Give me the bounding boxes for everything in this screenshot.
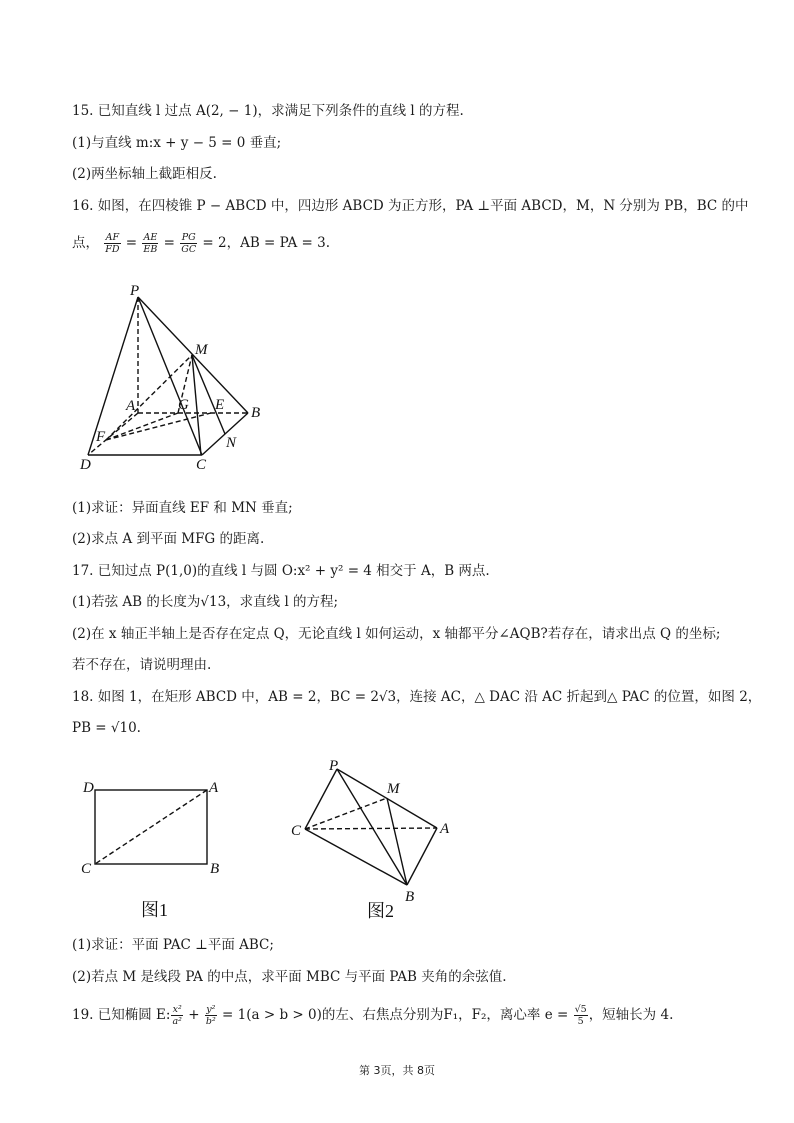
q18-part1: (1)求证：平面 PAC ⊥平面 ABC;: [72, 937, 274, 953]
q15-part1: (1)与直线 m:x + y − 5 = 0 垂直;: [72, 135, 282, 151]
q15-title: 15. 已知直线 l 过点 A(2, − 1)，求满足下列条件的直线 l 的方程.: [72, 103, 464, 119]
q17-title: 17. 已知过点 P(1,0)的直线 l 与圆 O:x² + y² = 4 相交于 A，B 两点.: [72, 563, 490, 579]
page-number: 第 3页，共 8页: [359, 1064, 435, 1077]
q16-line1: 16. 如图，在四棱锥 P − ABCD 中，四边形 ABCD 为正方形，PA ⊥平面 ABCD，M，N 分别为 PB，BC 的中: [72, 198, 749, 214]
q15-part2: (2)两坐标轴上截距相反.: [72, 166, 217, 182]
eccentricity-fraction: [574, 1004, 588, 1027]
rectangle-figure: [75, 770, 235, 930]
diagonal-ac: [95, 790, 207, 864]
ratio-ae-den: EB: [143, 244, 158, 255]
eccentricity-den: 5: [577, 1016, 584, 1027]
ratio-pg-den: GC: [181, 244, 197, 255]
q19-prefix: 19. 已知椭圆 E:: [72, 1007, 171, 1023]
segment-cm: [305, 798, 387, 829]
q17-part1: (1)若弦 AB 的长度为√13，求直线 l 的方程;: [72, 594, 339, 610]
label-p: P: [130, 283, 140, 299]
edge-ab: [407, 828, 437, 885]
label-a: A: [126, 398, 136, 414]
fig2-label-b: B: [405, 889, 415, 905]
fig2-label-p: P: [329, 758, 339, 774]
fig2-label-m: M: [387, 781, 400, 797]
segment-mb: [387, 798, 407, 885]
y-term-num: y²: [206, 1004, 216, 1015]
tetrahedron-figure: [285, 755, 465, 930]
y-term-den: b²: [205, 1016, 216, 1027]
edge-cb: [305, 829, 407, 885]
label-d: D: [80, 457, 91, 473]
label-f: F: [96, 429, 106, 445]
fig1-label-a: A: [209, 780, 219, 796]
x-term-den: a²: [172, 1016, 182, 1027]
label-b: B: [251, 405, 261, 421]
eccentricity-num: √5: [574, 1004, 587, 1015]
label-n: N: [226, 435, 237, 451]
fig1-label-d: D: [83, 780, 94, 796]
ratio-pg-gc: [180, 232, 197, 255]
q19-middle: = 1(a > b > 0)的左、右焦点分别为F₁，F₂，离心率 e =: [222, 1007, 569, 1023]
fig1-label-c: C: [81, 861, 92, 877]
label-m: M: [195, 342, 208, 358]
fig2-label-c: C: [291, 823, 302, 839]
ratio-ae-eb: [142, 232, 158, 255]
ratio-af-den: FD: [105, 244, 120, 255]
q18-line1: 18. 如图 1，在矩形 ABCD 中，AB = 2，BC = 2√3，连接 AC，△ DAC 沿 AC 折起到△ PAC 的位置，如图 2，: [72, 689, 762, 705]
q16-line2-prefix: 点，: [72, 235, 99, 251]
edge-pc: [305, 769, 337, 829]
edge-pb: [138, 297, 248, 413]
q18-line2: PB = √10.: [72, 720, 141, 736]
ellipse-y-term: [205, 1004, 217, 1027]
segment-mn: [192, 355, 225, 434]
q17-part2b: 若不存在，请说明理由.: [72, 657, 212, 673]
label-e: E: [215, 397, 225, 413]
q16-line2: 点， $\frac{AF}{FD}$ = $\frac{AE}{EB}$ = $\frac{PG}{GC}$ = 2，AB = PA = 3.: [72, 232, 331, 255]
q18-part2: (2)若点 M 是线段 PA 的中点，求平面 MBC 与平面 PAB 夹角的余弦值.: [72, 969, 507, 985]
ratio-pg-num: PG: [181, 232, 196, 243]
fig2-label-a: A: [440, 821, 450, 837]
q19-suffix: ，短轴长为 4.: [588, 1007, 674, 1023]
q16-part1: (1)求证：异面直线 EF 和 MN 垂直;: [72, 500, 293, 516]
q19-title: 19. 已知椭圆 E: $\frac{\text{x²}}{\text{a²}}$ + $\frac{\text{y²}}{\text{b²}}$ = 1(a > b > 0)的左、右焦点分别为F₁，F₂，离心率 e = $\frac{√5}{5}$ ，短轴长为 4.: [72, 1004, 674, 1027]
label-c: C: [196, 457, 207, 473]
fig1-caption: 图1: [141, 900, 168, 920]
fig2-caption: 图2: [367, 901, 394, 921]
ratio-af-fd: [104, 232, 120, 255]
q16-line2-suffix: = 2，AB = PA = 3.: [202, 235, 331, 251]
x-term-num: x²: [172, 1004, 182, 1015]
ratio-ae-num: AE: [143, 232, 158, 243]
segment-fe: [106, 413, 211, 440]
label-g: G: [178, 397, 189, 413]
edge-ca: [305, 828, 437, 829]
q16-part2: (2)求点 A 到平面 MFG 的距离.: [72, 531, 265, 547]
fig1-label-b: B: [210, 861, 220, 877]
pyramid-figure: [70, 275, 280, 475]
segment-fg: [106, 413, 178, 440]
q17-part2a: (2)在 x 轴正半轴上是否存在定点 Q，无论直线 l 如何运动，x 轴都平分∠AQB?若存在，请求出点 Q 的坐标;: [72, 626, 721, 642]
ratio-af-num: AF: [105, 232, 120, 243]
ellipse-x-term: [171, 1004, 182, 1027]
